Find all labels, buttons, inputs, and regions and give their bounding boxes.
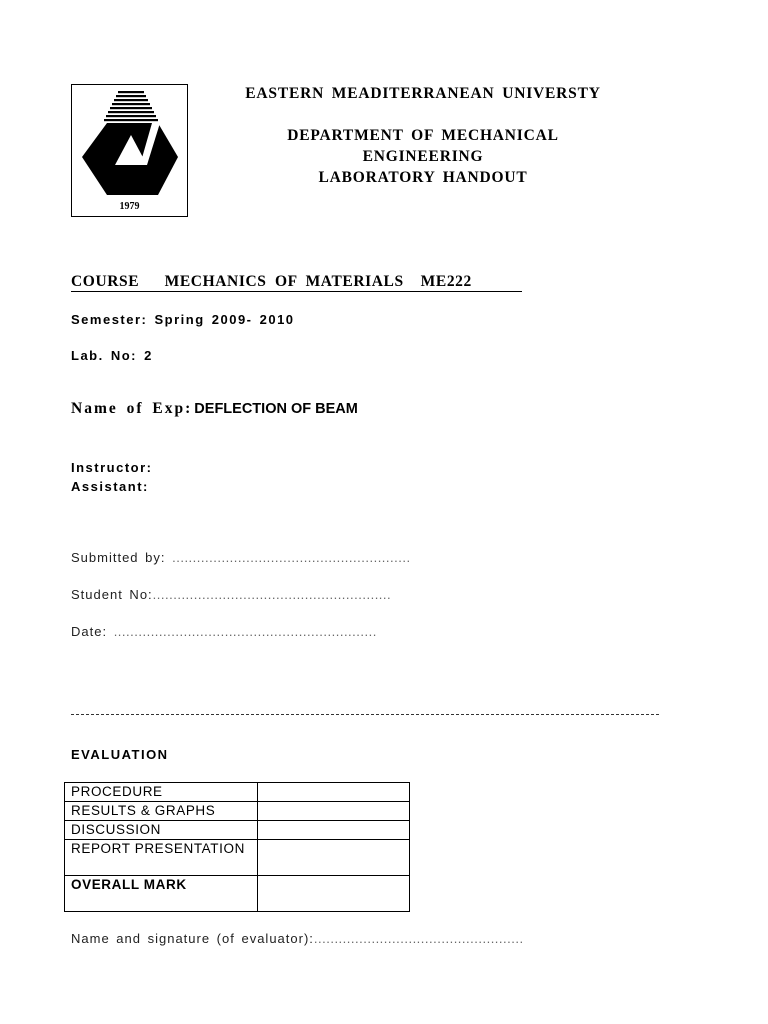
department-line-1: DEPARTMENT OF MECHANICAL — [287, 127, 559, 144]
instructor-label: Instructor: — [71, 460, 153, 475]
course-underline — [71, 291, 522, 292]
experiment-label: Name of Exp — [71, 400, 186, 417]
submitted-by-label: Submitted by: — [71, 550, 173, 565]
table-row — [65, 840, 410, 876]
criterion-cell: PROCEDURE — [65, 783, 258, 802]
mark-cell — [258, 840, 410, 876]
university-name: EASTERN MEADITERRANEAN UNIVERSTY — [245, 85, 601, 102]
department-line-2: ENGINEERING — [362, 148, 484, 165]
table-row — [65, 821, 410, 840]
criterion-cell: RESULTS & GRAPHS — [65, 802, 258, 821]
table-row — [65, 802, 410, 821]
course-line — [71, 273, 480, 291]
university-emblem-icon — [72, 85, 189, 218]
overall-mark-cell: OVERALL MARK — [65, 876, 258, 912]
evaluator-signature-label: Name and signature (of evaluator): — [71, 931, 314, 946]
separator-line — [71, 714, 659, 715]
table-row — [65, 876, 410, 912]
student-no-label: Student No: — [71, 587, 153, 602]
evaluator-signature-field — [71, 931, 524, 946]
criterion-cell: REPORT PRESENTATION — [65, 840, 258, 876]
date-label: Date: — [71, 624, 114, 639]
criterion-cell: DISCUSSION — [65, 821, 258, 840]
mark-cell — [258, 821, 410, 840]
submitted-by-field — [71, 550, 411, 565]
student-no-field — [71, 587, 391, 602]
evaluation-title: EVALUATION — [71, 747, 169, 762]
logo-year: 1979 — [119, 201, 140, 212]
date-field — [71, 624, 377, 639]
evaluation-table — [64, 782, 410, 912]
experiment-colon: : — [185, 400, 191, 417]
experiment-line — [71, 400, 358, 418]
submitted-by-dots: .......................................................... — [172, 550, 411, 565]
mark-cell — [258, 802, 410, 821]
lab-number-line: Lab. No: 2 — [71, 348, 153, 363]
course-text: COURSE MECHANICS OF MATERIALS ME222 — [71, 273, 481, 290]
university-logo — [71, 84, 188, 217]
assistant-label: Assistant: — [71, 479, 149, 494]
mark-cell — [258, 876, 410, 912]
student-no-dots: .......................................................... — [152, 587, 392, 602]
date-dots: ................................................................ — [113, 624, 377, 639]
experiment-name: DEFLECTION OF BEAM — [190, 401, 358, 417]
table-row — [65, 783, 410, 802]
mark-cell — [258, 783, 410, 802]
handout-title: LABORATORY HANDOUT — [318, 169, 528, 186]
semester-line: Semester: Spring 2009- 2010 — [71, 312, 295, 327]
evaluator-signature-dots: ................................................... — [313, 931, 524, 946]
